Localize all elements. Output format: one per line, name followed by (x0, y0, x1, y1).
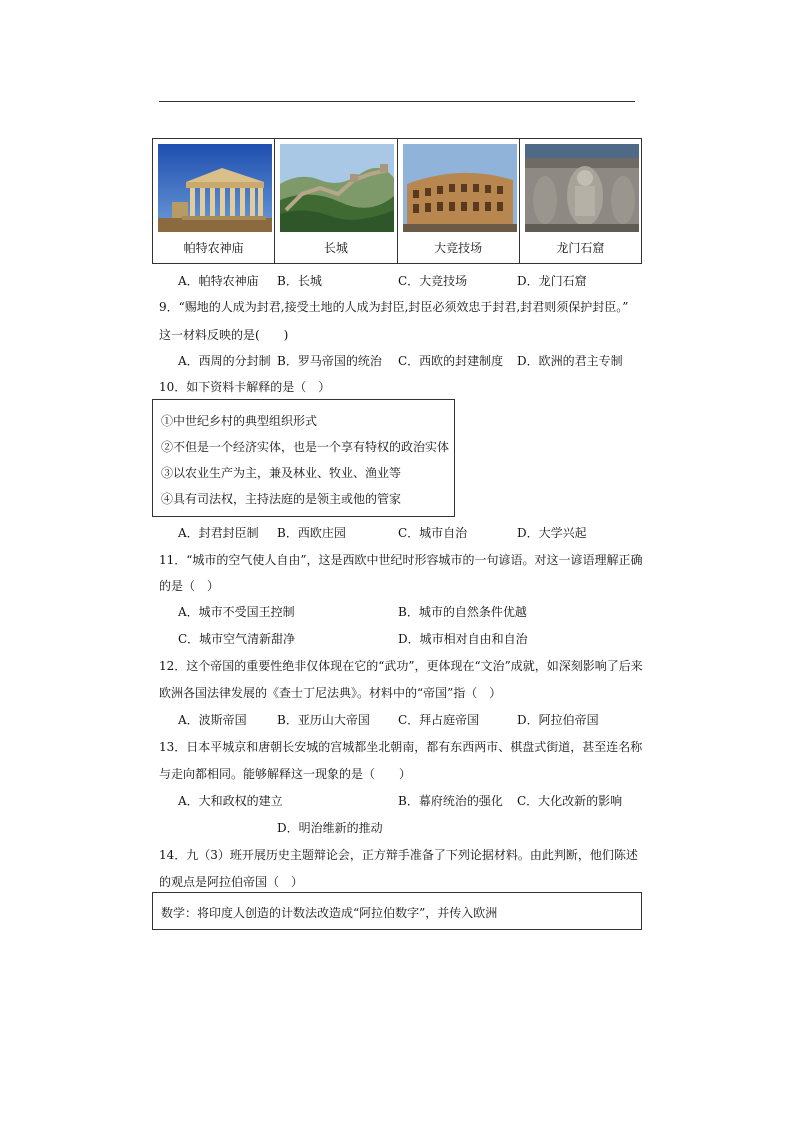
q8-option-d[interactable]: D．龙门石窟 (517, 274, 587, 288)
q9-option-d[interactable]: D．欧洲的君主专制 (517, 354, 623, 368)
q12-option-d[interactable]: D．阿拉伯帝国 (517, 713, 599, 727)
q10-stem: 10．如下资料卡解释的是（ ） (159, 380, 331, 394)
great-wall-photo (280, 144, 394, 232)
q10-option-c[interactable]: C．城市自治 (398, 526, 468, 540)
q10-info-card (152, 399, 455, 517)
q10-card-item-4: ④具有司法权，主持法庭的是领主或他的管家 (161, 492, 402, 506)
q9-option-c[interactable]: C．西欧的封建制度 (398, 354, 504, 368)
q9-stem-line2: 这一材料反映的是( ) (159, 328, 289, 342)
caption-colosseum: 大竞技场 (434, 241, 483, 255)
q11-option-c[interactable]: C．城市空气清新甜净 (178, 632, 296, 646)
q10-option-b[interactable]: B．西欧庄园 (277, 526, 346, 540)
q9-stem-line1: 9．“赐地的人成为封君,接受土地的人成为封臣,封臣必须效忠于封君,封君则须保护封臣。” (159, 300, 629, 314)
q13-stem-line1: 13．日本平城京和唐朝长安城的宫城都坐北朝南，都有东西两市、棋盘式街道，甚至连名称 (159, 740, 643, 754)
image-table (152, 138, 642, 264)
q8-option-c[interactable]: C．大竞技场 (398, 274, 468, 288)
q8-option-b[interactable]: B．长城 (277, 274, 322, 288)
q12-stem-line1: 12．这个帝国的重要性绝非仅体现在它的“武功”，更体现在“文治”成就，如深刻影响了后来 (159, 659, 643, 673)
q12-option-a[interactable]: A．波斯帝国 (178, 713, 247, 727)
q10-card-item-1: ①中世纪乡村的典型组织形式 (161, 414, 318, 428)
image-cell-longmen (520, 139, 641, 263)
q11-option-d[interactable]: D．城市相对自由和自治 (398, 632, 528, 646)
longmen-grottoes-photo (525, 144, 639, 232)
caption-great-wall: 长城 (323, 241, 348, 255)
caption-parthenon: 帕特农神庙 (183, 241, 244, 255)
q10-card-item-3: ③以农业生产为主，兼及林业、牧业、渔业等 (161, 466, 402, 480)
q12-option-c[interactable]: C．拜占庭帝国 (398, 713, 480, 727)
q14-card-text: 数学：将印度人创造的计数法改造成“阿拉伯数字”，并传入欧洲 (161, 906, 498, 920)
q10-option-d[interactable]: D．大学兴起 (517, 526, 587, 540)
caption-longmen: 龙门石窟 (556, 241, 605, 255)
q11-stem-line1: 11．“城市的空气使人自由”，这是西欧中世纪时形容城市的一句谚语。对这一谚语理解正确 (159, 553, 643, 567)
q14-stem-line2: 的观点是阿拉伯帝国（ ） (159, 875, 304, 889)
q10-card-item-2: ②不但是一个经济实体，也是一个享有特权的政治实体 (161, 440, 450, 454)
q9-option-a[interactable]: A．西周的分封制 (178, 354, 271, 368)
q14-evidence-card (152, 892, 642, 930)
q13-option-a[interactable]: A．大和政权的建立 (178, 794, 283, 808)
q11-option-b[interactable]: B．城市的自然条件优越 (398, 605, 527, 619)
q13-option-c[interactable]: C．大化改新的影响 (517, 794, 623, 808)
q12-stem-line2: 欧洲各国法律发展的《查士丁尼法典》。材料中的“帝国”指（ ） (159, 686, 502, 700)
q10-option-a[interactable]: A．封君封臣制 (178, 526, 259, 540)
parthenon-photo (158, 144, 272, 232)
q12-option-b[interactable]: B．亚历山大帝国 (277, 713, 370, 727)
header-rule (159, 101, 635, 102)
q11-stem-line2: 的是（ ） (159, 579, 220, 593)
q9-option-b[interactable]: B．罗马帝国的统治 (277, 354, 382, 368)
image-cell-great-wall (275, 139, 397, 263)
q13-option-b[interactable]: B．幕府统治的强化 (398, 794, 503, 808)
image-cell-colosseum (398, 139, 520, 263)
q11-option-a[interactable]: A．城市不受国王控制 (178, 605, 295, 619)
q14-stem-line1: 14．九（3）班开展历史主题辩论会，正方辩手准备了下列论据材料。由此判断，他们陈述 (159, 848, 638, 862)
q13-stem-line2: 与走向都相同。能够解释这一现象的是（ ） (159, 767, 412, 781)
q13-option-d[interactable]: D．明治维新的推动 (277, 821, 383, 835)
colosseum-photo (403, 144, 517, 232)
q8-option-a[interactable]: A．帕特农神庙 (178, 274, 259, 288)
image-cell-parthenon (153, 139, 275, 263)
